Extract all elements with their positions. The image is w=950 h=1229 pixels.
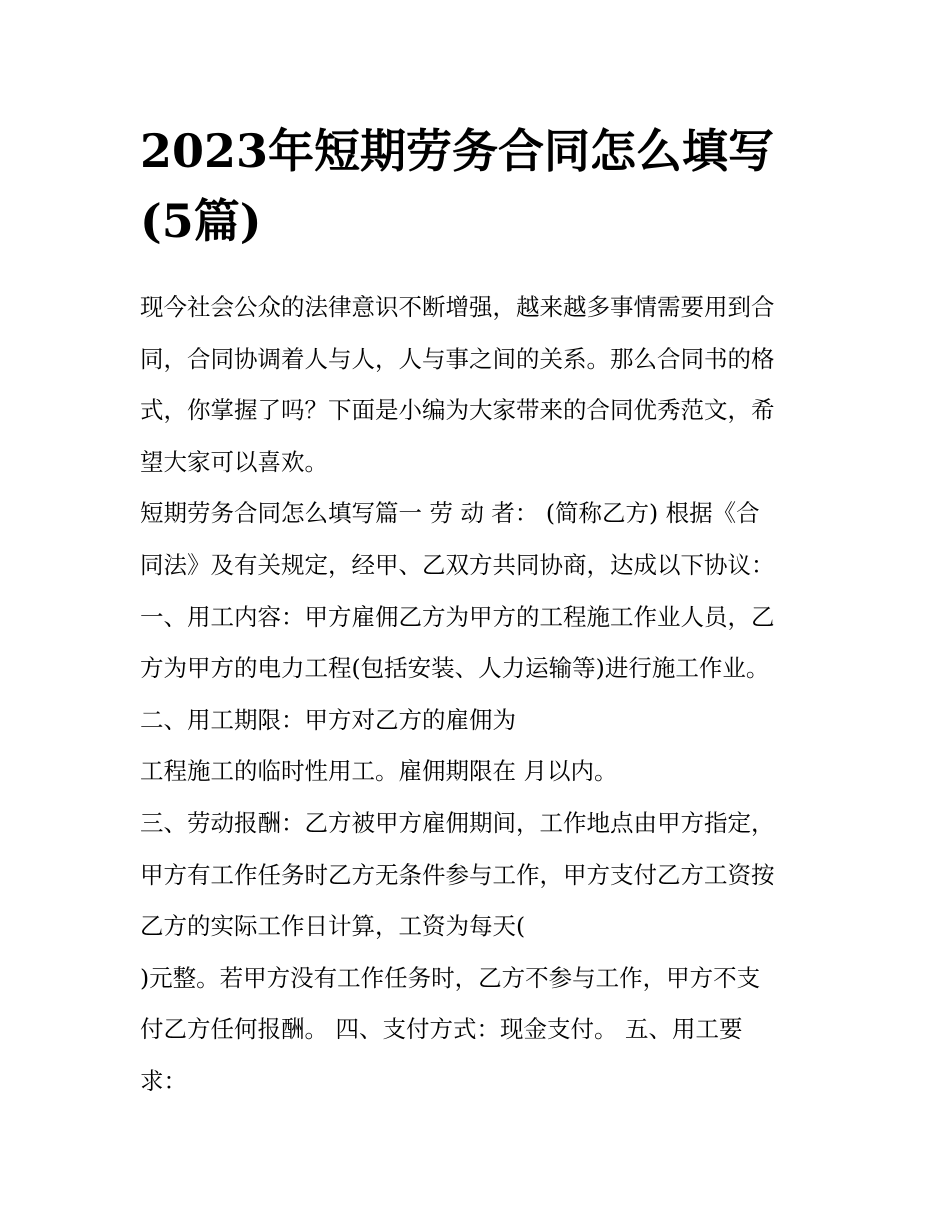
title-line-2: (5篇) (140, 194, 262, 248)
paragraph-line: 同法》及有关规定，经甲、乙双方共同协商，达成以下协议： (140, 550, 775, 579)
paragraph-line: 三、劳动报酬：乙方被甲方雇佣期间，工作地点由甲方指定， (140, 808, 775, 837)
paragraph-line: 望大家可以喜欢。 (140, 447, 328, 476)
document-title (140, 116, 820, 256)
paragraph-line: 一、用工内容：甲方雇佣乙方为甲方的工程施工作业人员，乙 (140, 602, 775, 631)
paragraph-line: 乙方的实际工作日计算，工资为每天( (140, 912, 526, 941)
paragraph-line: 现今社会公众的法律意识不断增强，越来越多事情需要用到合 (140, 293, 775, 321)
paragraph-line: 甲方有工作任务时乙方无条件参与工作，甲方支付乙方工资按 (140, 860, 775, 889)
paragraph-line: 短期劳务合同怎么填写篇一 劳 动 者： (简称乙方) 根据《合 (140, 499, 760, 528)
title-line-1: 2023年短期劳务合同怎么填写 (140, 124, 775, 178)
paragraph-line: 同，合同协调着人与人，人与事之间的关系。那么合同书的格 (140, 344, 775, 373)
paragraph-line: 式，你掌握了吗？下面是小编为大家带来的合同优秀范文，希 (140, 396, 775, 425)
paragraph-line: 工程施工的临时性用工。雇佣期限在 月以内。 (140, 757, 618, 786)
paragraph-line: 付乙方任何报酬。 四、支付方式：现金支付。 五、用工要 (140, 1015, 743, 1044)
document-body (140, 282, 830, 1108)
paragraph-line: 二、用工期限：甲方对乙方的雇佣为 (140, 705, 516, 734)
paragraph-line: 求： (140, 1066, 187, 1095)
paragraph-line: )元整。若甲方没有工作任务时，乙方不参与工作，甲方不支 (140, 963, 761, 992)
paragraph-line: 方为甲方的电力工程(包括安装、人力运输等)进行施工作业。 (140, 654, 770, 683)
